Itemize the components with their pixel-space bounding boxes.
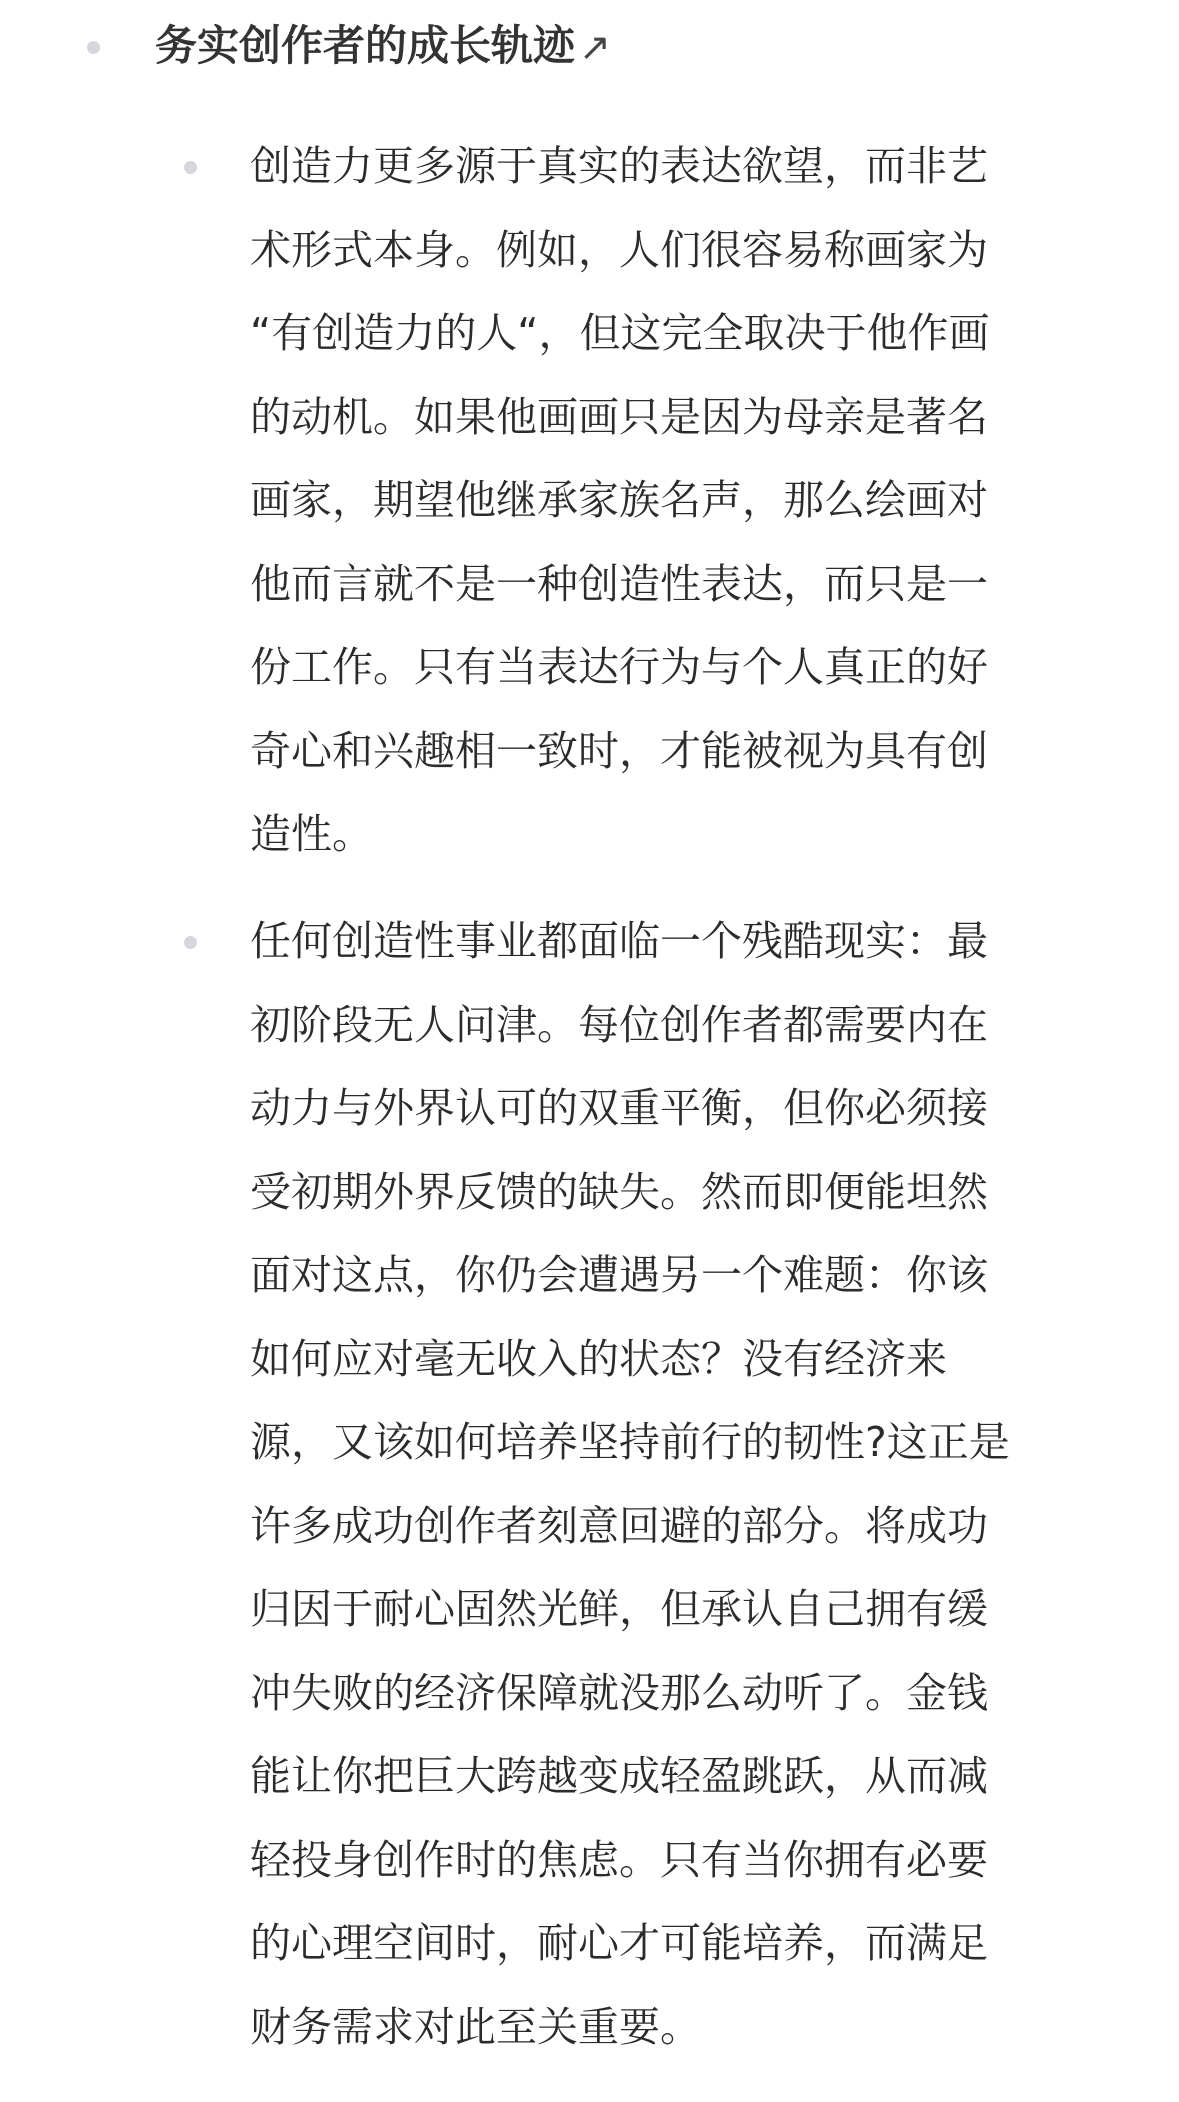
paragraph (250, 125, 1112, 877)
section-heading-link[interactable] (155, 14, 611, 79)
section-heading-text[interactable]: 务实创作者的成长轨迹 (155, 21, 576, 70)
paragraph-line: 任何创造性事业都面临一个残酷现实：最 (250, 917, 988, 965)
paragraph-line: 财务需求对此至关重要。 (250, 2002, 701, 2051)
paragraph-line: 能让你把巨大跨越变成轻盈跳跃，从而减 (250, 1752, 988, 1800)
arrow-up-right-icon[interactable]: ↗ (579, 25, 611, 69)
paragraph-line: 源，又该如何培养坚持前行的韧性?这正是 (250, 1418, 1010, 1466)
paragraph-line: 份工作。只有当表达行为与个人真正的好 (250, 643, 988, 691)
paragraph-line: 冲失败的经济保障就没那么动听了。金钱 (250, 1668, 988, 1717)
paragraph-line: 轻投身创作时的焦虑。只有当你拥有必要 (250, 1835, 988, 1884)
list-item (250, 125, 1112, 877)
paragraph-line: 初阶段无人问津。每位创作者都需要内在 (250, 1000, 988, 1049)
paragraph-line: 造性。 (250, 810, 373, 858)
paragraph-line: 归因于耐心固然光鲜，但承认自己拥有缓 (250, 1585, 988, 1633)
paragraph-line: 奇心和兴趣相一致时，才能被视为具有创 (250, 726, 988, 775)
paragraph-line: 如何应对毫无收入的状态？没有经济来 (250, 1334, 947, 1383)
paragraph-line: 许多成功创作者刻意回避的部分。将成功 (250, 1501, 988, 1550)
list-item (250, 900, 1112, 2069)
paragraph-line: 画家，期望他继承家族名声，那么绘画对 (250, 476, 988, 524)
paragraph (250, 900, 1112, 2069)
paragraph-line: 的动机。如果他画画只是因为母亲是著名 (250, 392, 988, 441)
paragraph-line: 动力与外界认可的双重平衡，但你必须接 (250, 1084, 988, 1132)
paragraph-line: 受初期外界反馈的缺失。然而即便能坦然 (250, 1167, 988, 1216)
bullet-dot (184, 161, 197, 174)
bullet-dot (184, 936, 197, 949)
bullet-dot (87, 41, 100, 54)
paragraph-line: 的心理空间时，耐心才可能培养，而满足 (250, 1919, 988, 1967)
paragraph-line: 术形式本身。例如，人们很容易称画家为 (250, 225, 988, 274)
paragraph-line: 他而言就不是一种创造性表达，而只是一 (250, 559, 988, 608)
paragraph-line: 面对这点，你仍会遭遇另一个难题：你该 (250, 1251, 988, 1299)
paragraph-line: “有创造力的人“，但这完全取决于他作画 (250, 309, 990, 357)
paragraph-line: 创造力更多源于真实的表达欲望，而非艺 (250, 142, 988, 190)
